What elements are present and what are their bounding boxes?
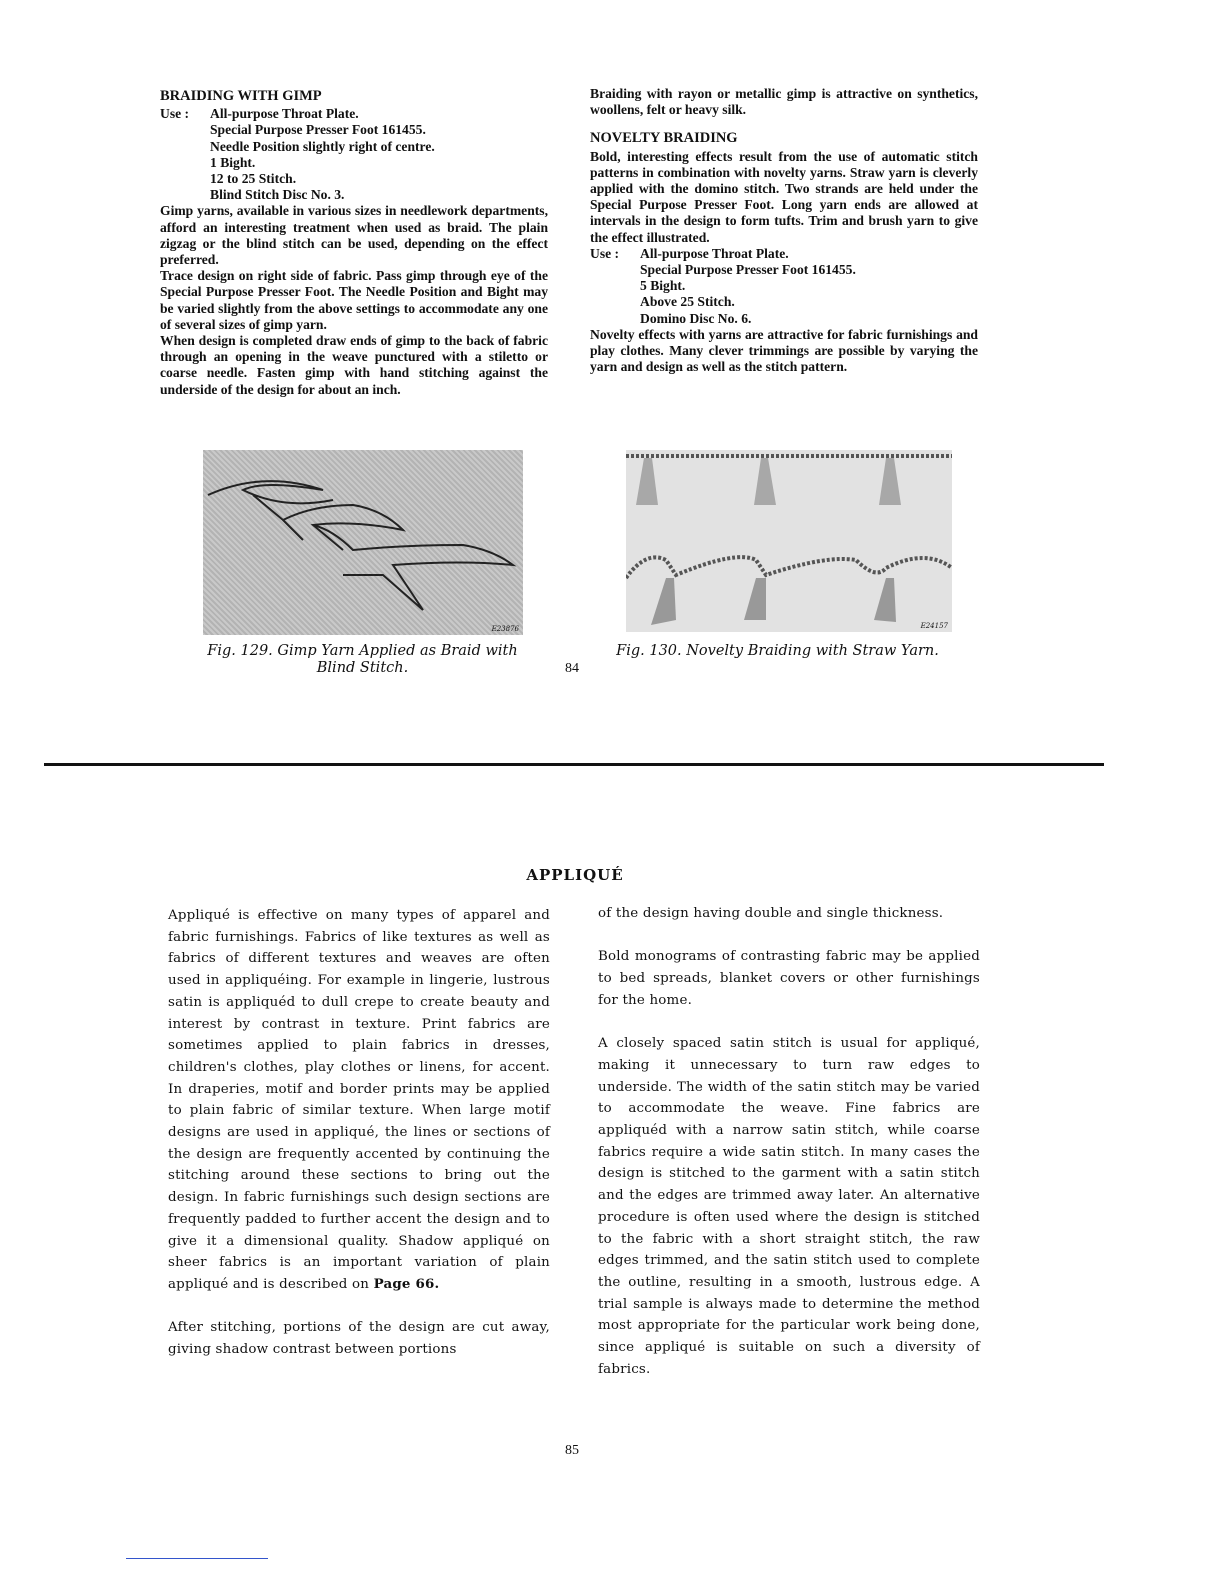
use-item: 12 to 25 Stitch. <box>210 171 297 187</box>
use-item: Domino Disc No. 6. <box>640 310 752 326</box>
use-item: Above 25 Stitch. <box>640 294 735 310</box>
paragraph: of the design having double and single thickness. <box>598 906 944 921</box>
applique-left-column <box>168 905 550 1382</box>
use-item: 1 Bight. <box>210 154 256 170</box>
paragraph: After stitching, portions of the design are cut away, giving shadow contrast between portions <box>168 1320 550 1358</box>
page-number: 84 <box>565 661 579 676</box>
paragraph: A closely spaced satin stitch is usual for appliqué, making it unnecessary to turn raw edges to underside. The width of the satin stitch may be varied to accommodate the weave. Fine fabrics are appliquéd with a narrow satin stitch, while coarse fabrics require a wide satin stitch. In many cases the design is stitched to the garment with a satin stitch and the edges are trimmed away later. An alternative procedure is often used where the design is stitched to the fabric with a short straight stitch, the raw edges trimmed, and the satin stitch used to complete the outline, resulting in a smooth, lustrous edge. A trial sample is always made to determine the method most appropriate for the particular work being done, since appliqué is suitable on such a diversity of fabrics. <box>598 1036 980 1377</box>
use-label: Use : <box>160 106 190 122</box>
use-list <box>160 106 548 203</box>
figure-129-image <box>203 450 523 635</box>
use-label: Use : <box>590 245 620 261</box>
gimp-braid-illustration <box>203 450 523 635</box>
use-list <box>590 246 978 327</box>
page-divider <box>44 763 1104 766</box>
use-item: Special Purpose Presser Foot 161455. <box>640 262 856 278</box>
paragraph: Bold, interesting effects result from the use of automatic stitch patterns in combination with novelty yarns. Straw yarn is cleverly applied with the domino stitch. Two strands are held under the Special Purpose Presser Foot. Long yarn ends are allowed at intervals in the design to form tufts. Trim and brush yarn to give the effect illustrated. <box>590 148 978 245</box>
applique-right-column <box>598 903 980 1402</box>
footer-line <box>126 1558 268 1559</box>
paragraph: Bold monograms of contrasting fabric may be applied to bed spreads, blanket covers or other furnishings for the home. <box>598 949 980 1008</box>
paragraph: Novelty effects with yarns are attractive for fabric furnishings and play clothes. Many clever trimmings are possible by varying the yarn and design as well as the stitch pattern. <box>590 326 978 375</box>
figure-129-caption: Fig. 129. Gimp Yarn Applied as Braid with Blind Stitch. <box>207 643 518 676</box>
figure-130-image <box>626 450 952 632</box>
use-item: Special Purpose Presser Foot 161455. <box>210 122 426 138</box>
figure-130-caption: Fig. 130. Novelty Braiding with Straw Yarn. <box>616 643 939 659</box>
paragraph: Trace design on right side of fabric. Pass gimp through eye of the Special Purpose Presser Foot. The Needle Position and Bight may be varied slightly from the above settings to accommodate any one of several sizes of gimp yarn. <box>160 268 548 332</box>
figure-code: E23876 <box>491 625 519 633</box>
section-heading: BRAIDING WITH GIMP <box>160 88 322 104</box>
use-item: All-purpose Throat Plate. <box>210 106 359 122</box>
use-item: Blind Stitch Disc No. 3. <box>210 187 345 203</box>
braiding-with-gimp-section <box>160 88 548 398</box>
figure-code: E24157 <box>920 622 948 630</box>
paragraph: When design is completed draw ends of gimp to the back of fabric through an opening in the weave punctured with a stiletto or coarse needle. Fasten gimp with hand stitching against the underside of the design for about an inch. <box>160 333 548 397</box>
page-number: 85 <box>565 1443 579 1458</box>
use-item: Needle Position slightly right of centre. <box>210 138 435 154</box>
use-item: All-purpose Throat Plate. <box>640 245 789 261</box>
paragraph: Appliqué is effective on many types of apparel and fabric furnishings. Fabrics of like textures as well as fabrics of different textures and weaves are often used in appliquéing. For example in lingerie, lustrous satin is appliquéd to dull crepe to create beauty and interest by contrast in texture. Print fabrics are sometimes applied to plain fabrics in dresses, children's clothes, play clothes or linens, for accent. In draperies, motif and border prints may be applied to plain fabric of similar texture. When large motif designs are used in appliqué, the lines or sections of the design are frequently accented by continuing the stitching around these sections to bring out the design. In fabric furnishings such design sections are frequently padded to further accent the design and to give it a dimensional quality. Shadow appliqué on sheer fabrics is an important variation of plain appliqué and is described on <box>168 908 550 1292</box>
page-reference: Page 66. <box>373 1275 440 1292</box>
paragraph: Braiding with rayon or metallic gimp is attractive on synthetics, woollens, felt or heavy silk. <box>590 86 978 118</box>
applique-title: APPLIQUÉ <box>526 866 624 884</box>
use-item: 5 Bight. <box>640 278 686 294</box>
novelty-braid-illustration <box>626 450 952 632</box>
section-heading: NOVELTY BRAIDING <box>590 130 738 147</box>
paragraph: Gimp yarns, available in various sizes in needlework departments, afford an interesting treatment when used as braid. The plain zigzag or the blind stitch can be used, depending on the effect preferred. <box>160 203 548 268</box>
novelty-braiding-section <box>590 86 978 375</box>
